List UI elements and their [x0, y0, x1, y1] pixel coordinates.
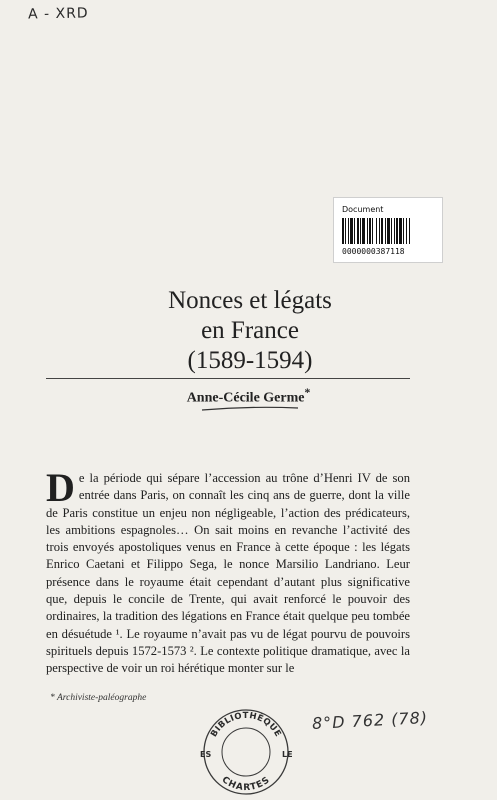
handwritten-note: A - XRD	[27, 5, 89, 23]
title-line-3: (1589-1594)	[187, 347, 313, 374]
barcode-number: 0000000387118	[342, 247, 405, 256]
article-title	[100, 286, 400, 376]
barcode-label	[333, 197, 443, 263]
library-stamp-icon	[196, 702, 296, 796]
title-divider	[46, 378, 410, 379]
author-name: Anne-Cécile Germe	[186, 390, 305, 406]
drop-cap: D	[46, 465, 75, 510]
title-line-1: Nonces et légats	[168, 287, 332, 314]
stamp-right-text: LE	[282, 750, 293, 759]
body-paragraph	[46, 465, 410, 678]
stamp-top-text: BIBLIOTHÈQUE	[209, 710, 283, 739]
title-line-2: en France	[201, 317, 299, 344]
stamp-left-text: ES	[200, 750, 212, 759]
barcode-title: Document	[342, 205, 384, 214]
footnote: * Archiviste-paléographe	[50, 693, 147, 703]
body-text: e la période qui sépare l’accession au trône d’Henri IV de son entrée dans Paris, on connaît les cinq ans de guerre, dont la ville de Paris constitue un enjeu non négligeable, l’action des prédicateurs, les ambitions espagnoles… On sait moins en revanche l’activité des trois envoyés apostoliques venus en France à cette époque : les légats Enrico Caetani et Filippo Sega, le nonce Marsilio Landriano. Leur présence dans le royaume était cependant d’autant plus significative que, depuis le concile de Trente, qui avait renforcé le pouvoir des ordinaires, la tradition des légations en France était quelque peu tombée en désuétude ¹. Le royaume n’avait pas vu de légat pourvu de pouvoirs spirituels depuis 1572-1573 ². Le contexte politique dramatique, avec la perspective de voir un roi hérétique monter sur le	[46, 471, 410, 676]
barcode-icon	[342, 218, 434, 244]
author-footnote-marker: *	[304, 386, 311, 399]
svg-text:BIBLIOTHÈQUE	[209, 711, 283, 739]
shelfmark-handwritten: 8°D 762 (78)	[311, 707, 429, 734]
author-swash-icon	[200, 404, 300, 412]
stamp-bottom-text: CHARTES	[219, 775, 273, 794]
